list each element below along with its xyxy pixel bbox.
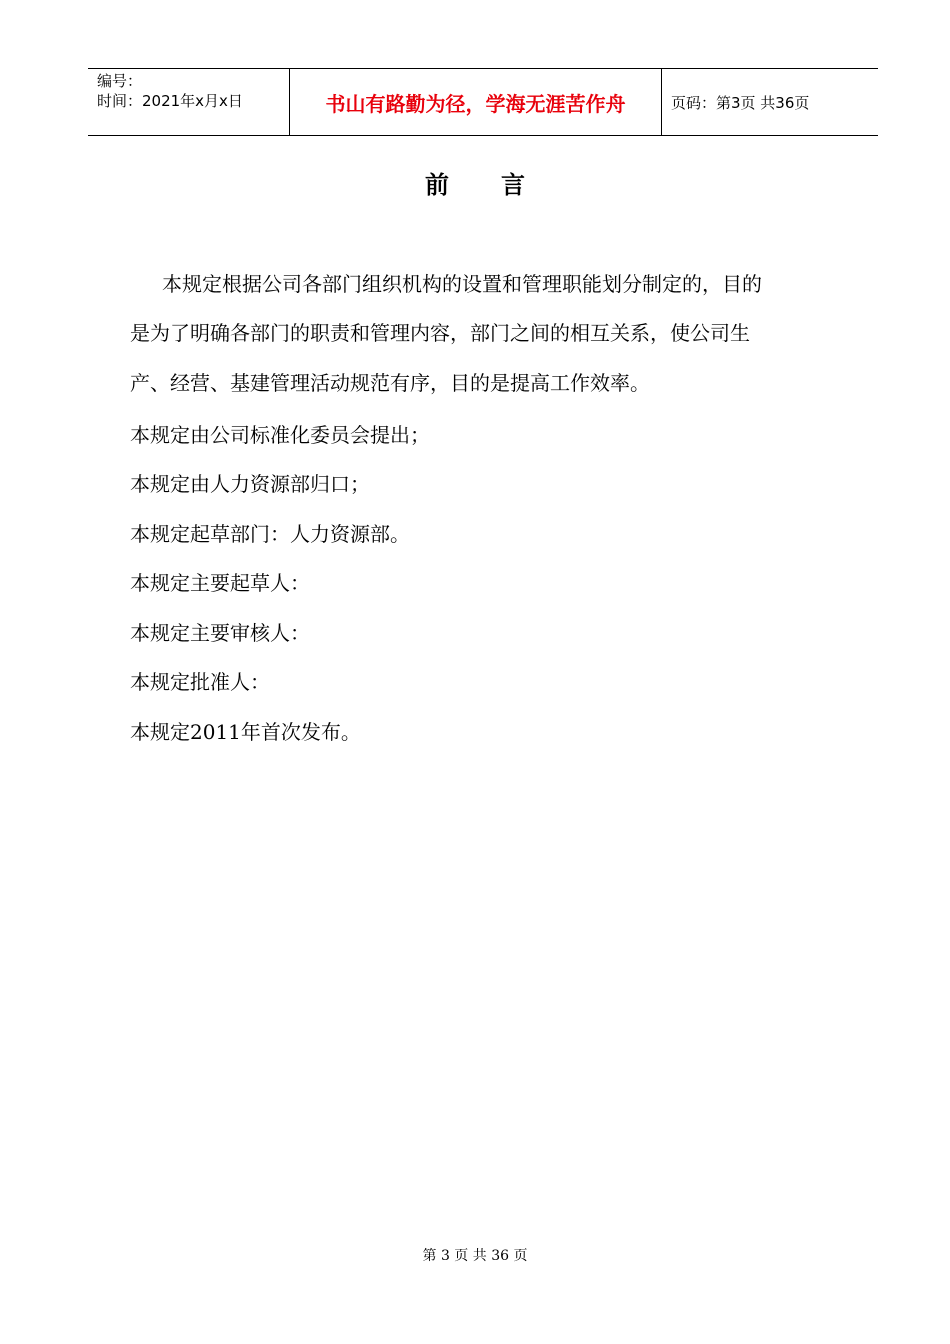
document-number-label: 编号： (97, 72, 143, 90)
intro-line: 本规定根据公司各部门组织机构的设置和管理职能划分制定的，目的 (162, 272, 762, 296)
page-title: 前言 (425, 171, 577, 199)
provision-item: 本规定2011年首次发布。 (130, 720, 361, 744)
intro-line: 是为了明确各部门的职责和管理内容，部门之间的相互关系，使公司生 (130, 321, 750, 345)
provision-item: 本规定由公司标准化委员会提出； (130, 423, 430, 447)
intro-line: 产、经营、基建管理活动规范有序，目的是提高工作效率。 (130, 371, 650, 395)
provision-item: 本规定批准人： (130, 670, 270, 694)
document-header (88, 68, 878, 136)
header-motto-cell (289, 69, 662, 135)
provision-item: 本规定起草部门：人力资源部。 (130, 522, 410, 546)
provision-item: 本规定由人力资源部归口； (130, 472, 370, 496)
provision-item: 本规定主要起草人： (130, 571, 310, 595)
provision-item: 本规定主要审核人： (130, 621, 310, 645)
document-time-label: 时间：2021年x月x日 (97, 92, 243, 110)
header-left-cell (88, 69, 289, 135)
header-motto: 书山有路勤为径，学海无涯苦作舟 (325, 92, 626, 116)
header-page-cell (662, 69, 878, 135)
header-page-code: 页码：第3页 共36页 (671, 94, 810, 112)
page-footer: 第 3 页 共 36 页 (422, 1248, 528, 1264)
